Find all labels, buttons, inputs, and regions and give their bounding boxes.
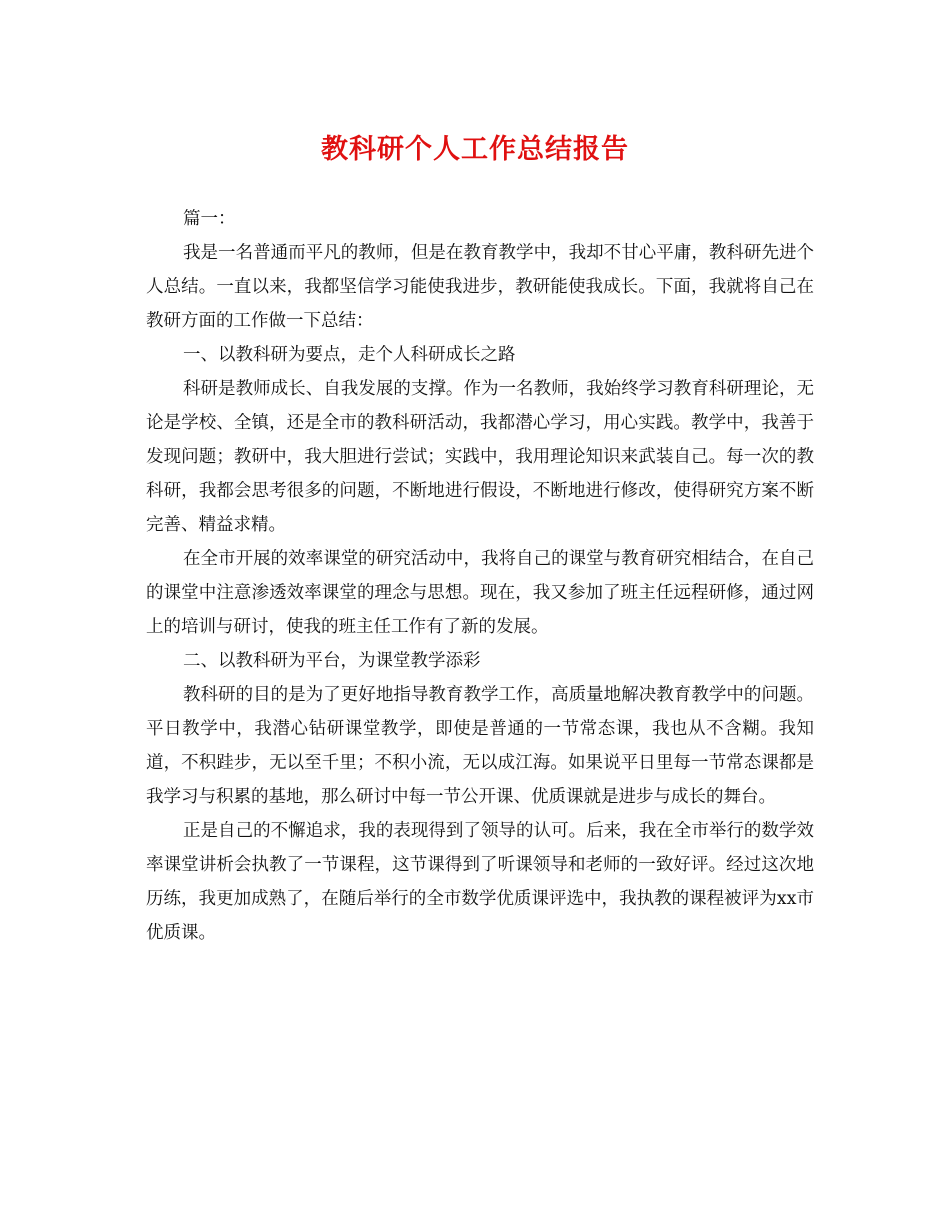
paragraph-section-label: 篇一： <box>183 209 236 229</box>
paragraph-research-purpose: 教科研的目的是为了更好地指导教育教学工作，高质量地解决教育教学中的问题。平日教学中，我潜心钻研课堂教学，即使是普通的一节常态课，我也从不含糊。我知道，不积跬步，无以至千里；不积小流，无以成江海。如果说平日里每一节常态课都是我学习与积累的基地，那么研讨中每一节公开课、优质课就是进步与成长的舞台。 <box>146 685 814 807</box>
document-body <box>146 202 814 950</box>
document-title: 教科研个人工作总结报告 <box>321 134 629 165</box>
heading-part-two: 二、以教科研为平台，为课堂教学添彩 <box>183 651 481 671</box>
paragraph-intro: 我是一名普通而平凡的教师，但是在教育教学中，我却不甘心平庸，教科研先进个人总结。一直以来，我都坚信学习能使我进步，教研能使我成长。下面，我就将自己在教研方面的工作做一下总结： <box>146 243 814 331</box>
paragraph-efficient-classroom: 在全市开展的效率课堂的研究活动中，我将自己的课堂与教育研究相结合，在自己的课堂中注意渗透效率课堂的理念与思想。现在，我又参加了班主任远程研修，通过网上的培训与研讨，使我的班主任工作有了新的发展。 <box>146 549 814 637</box>
paragraph-research-support: 科研是教师成长、自我发展的支撑。作为一名教师，我始终学习教育科研理论，无论是学校、全镇，还是全市的教科研活动，我都潜心学习，用心实践。教学中，我善于发现问题；教研中，我大胆进行尝试；实践中，我用理论知识来武装自己。每一次的教科研，我都会思考很多的问题，不断地进行假设，不断地进行修改，使得研究方案不断完善、精益求精。 <box>146 379 814 535</box>
paragraph-recognition: 正是自己的不懈追求，我的表现得到了领导的认可。后来，我在全市举行的数学效率课堂讲析会执教了一节课程，这节课得到了听课领导和老师的一致好评。经过这次地历练，我更加成熟了，在随后举行的全市数学优质课评选中，我执教的课程被评为xx市优质课。 <box>146 821 814 943</box>
heading-part-one: 一、以教科研为要点，走个人科研成长之路 <box>183 345 516 365</box>
